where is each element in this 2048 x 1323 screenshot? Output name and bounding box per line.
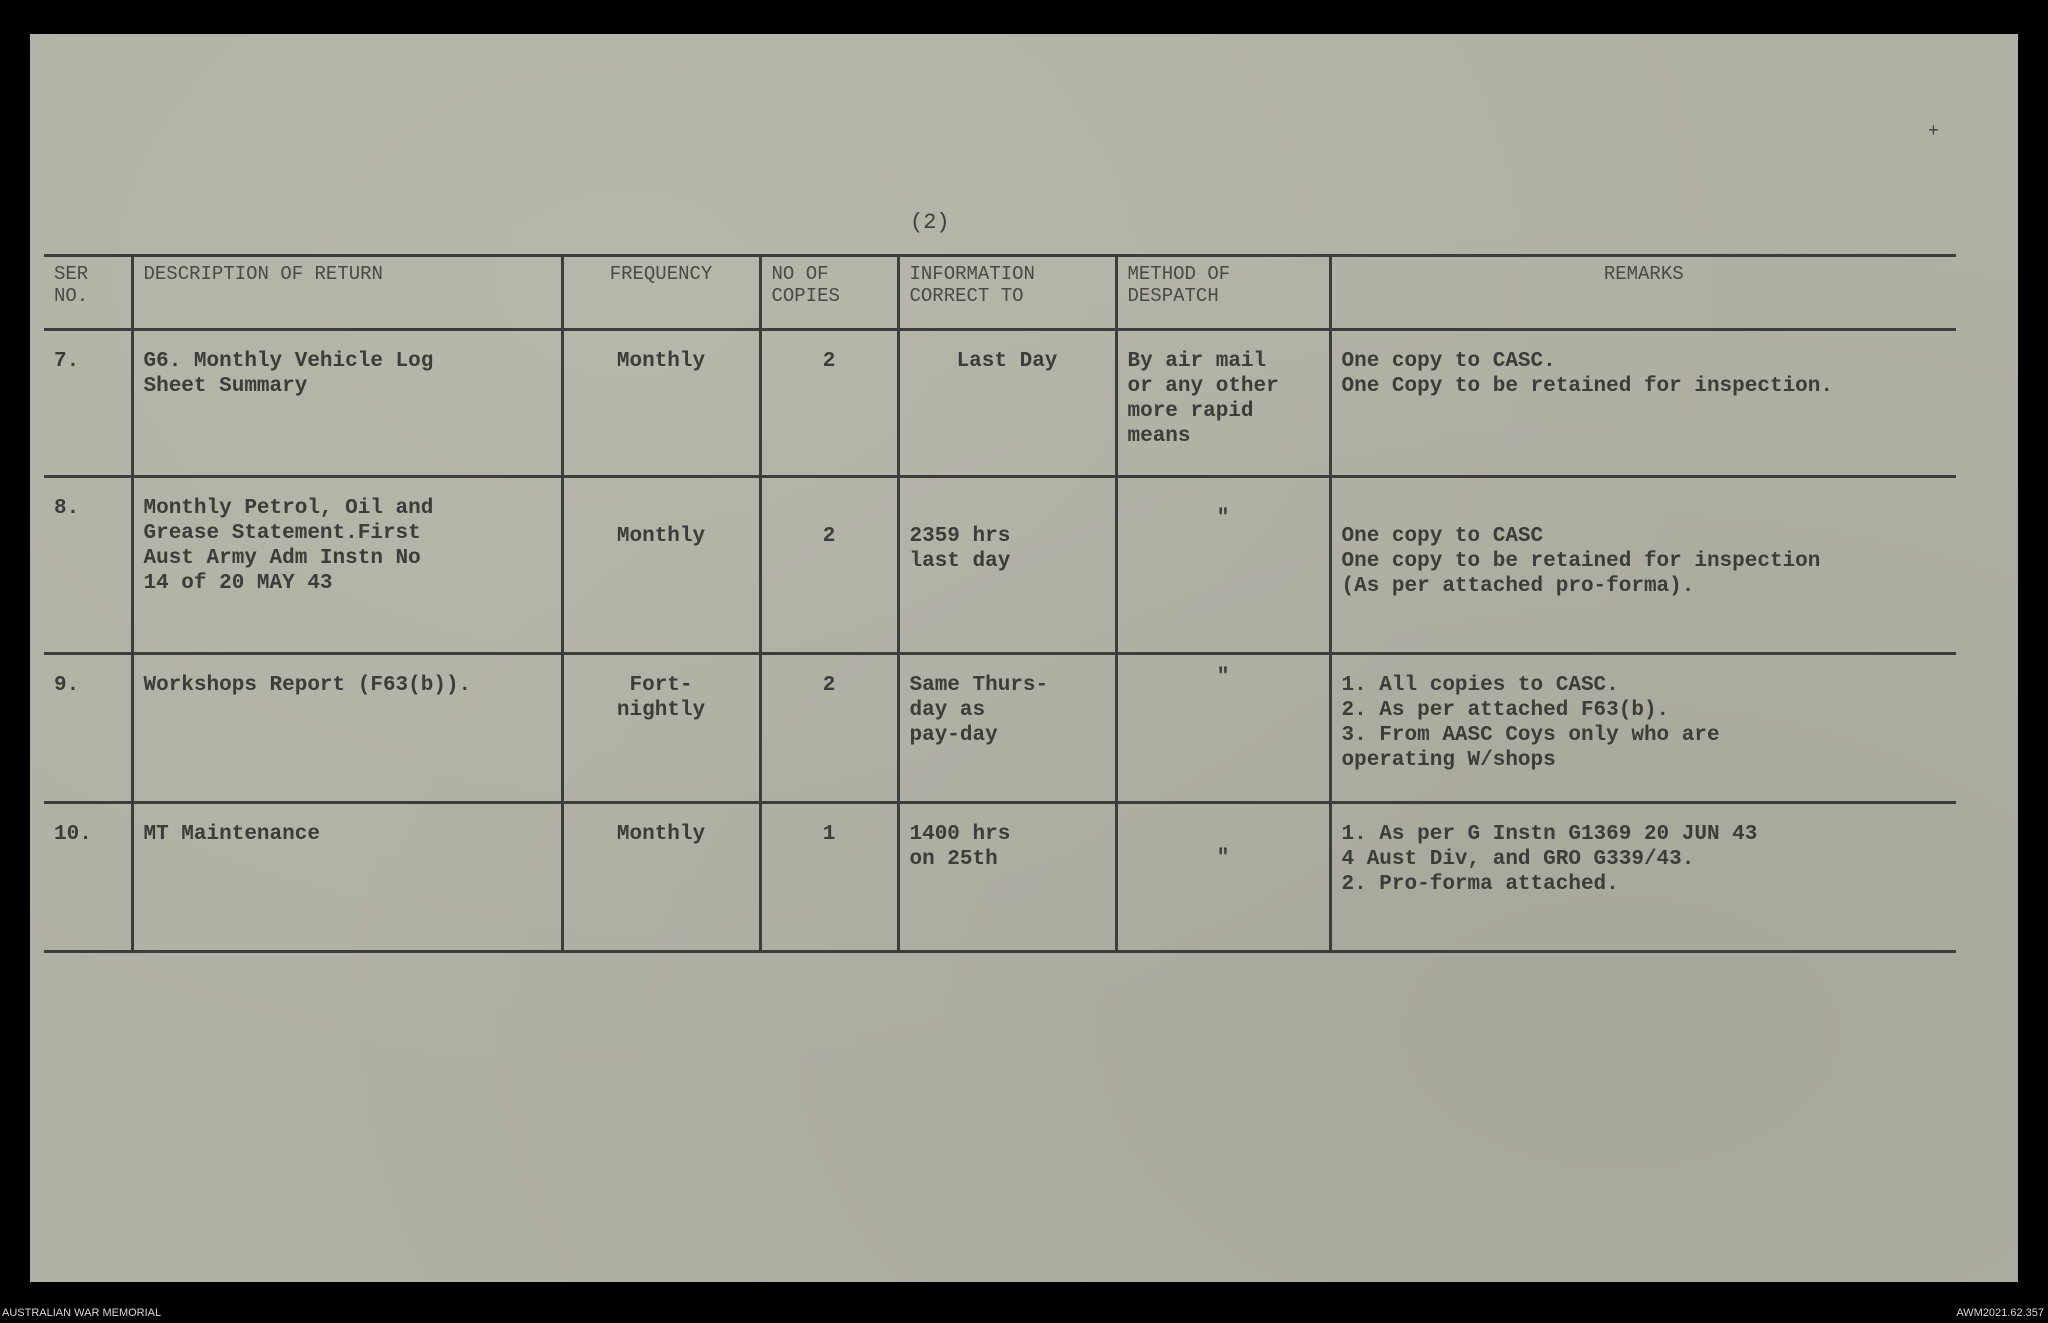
header-method: METHOD OF DESPATCH	[1116, 256, 1330, 330]
description: G6. Monthly Vehicle Log Sheet Summary	[132, 330, 562, 477]
table-row	[44, 477, 1956, 654]
method: By air mail or any other more rapid means	[1116, 330, 1330, 477]
ser-no: 7.	[44, 330, 132, 477]
header-description: DESCRIPTION OF RETURN	[132, 256, 562, 330]
copies: 1	[760, 803, 898, 952]
table-row	[44, 803, 1956, 952]
remarks: One copy to CASC One copy to be retained for inspection (As per attached pro-forma).	[1330, 477, 1956, 654]
description: Monthly Petrol, Oil and Grease Statement.First Aust Army Adm Instn No 14 of 20 MAY 43	[132, 477, 562, 654]
correct-to: Last Day	[898, 330, 1116, 477]
description: MT Maintenance	[132, 803, 562, 952]
header-frequency: FREQUENCY	[562, 256, 760, 330]
header-row	[44, 256, 1956, 330]
corner-mark: +	[1928, 122, 1939, 142]
table-row	[44, 654, 1956, 803]
ser-no: 10.	[44, 803, 132, 952]
description: Workshops Report (F63(b)).	[132, 654, 562, 803]
footer-accession-number: AWM2021.62.357	[1956, 1307, 2044, 1319]
header-ser-no: SER NO.	[44, 256, 132, 330]
frequency: Monthly	[562, 803, 760, 952]
header-copies: NO OF COPIES	[760, 256, 898, 330]
correct-to: Same Thurs- day as pay-day	[898, 654, 1116, 803]
ser-no: 8.	[44, 477, 132, 654]
frequency: Fort- nightly	[562, 654, 760, 803]
copies: 2	[760, 330, 898, 477]
ser-no: 9.	[44, 654, 132, 803]
footer-archive-name: AUSTRALIAN WAR MEMORIAL	[2, 1307, 162, 1319]
header-correct-to: INFORMATION CORRECT TO	[898, 256, 1116, 330]
method: "	[1116, 654, 1330, 803]
remarks: 1. All copies to CASC. 2. As per attached F63(b). 3. From AASC Coys only who are operating W/shops	[1330, 654, 1956, 803]
method: "	[1116, 477, 1330, 654]
frequency: Monthly	[562, 330, 760, 477]
correct-to: 1400 hrs on 25th	[898, 803, 1116, 952]
frequency: Monthly	[562, 477, 760, 654]
page-number: (2)	[910, 210, 950, 235]
method: "	[1116, 803, 1330, 952]
remarks: One copy to CASC. One Copy to be retained for inspection.	[1330, 330, 1956, 477]
correct-to: 2359 hrs last day	[898, 477, 1116, 654]
copies: 2	[760, 477, 898, 654]
returns-table	[44, 254, 1956, 953]
header-remarks: REMARKS	[1330, 256, 1956, 330]
remarks: 1. As per G Instn G1369 20 JUN 43 4 Aust Div, and GRO G339/43. 2. Pro-forma attached.	[1330, 803, 1956, 952]
table-row	[44, 330, 1956, 477]
copies: 2	[760, 654, 898, 803]
